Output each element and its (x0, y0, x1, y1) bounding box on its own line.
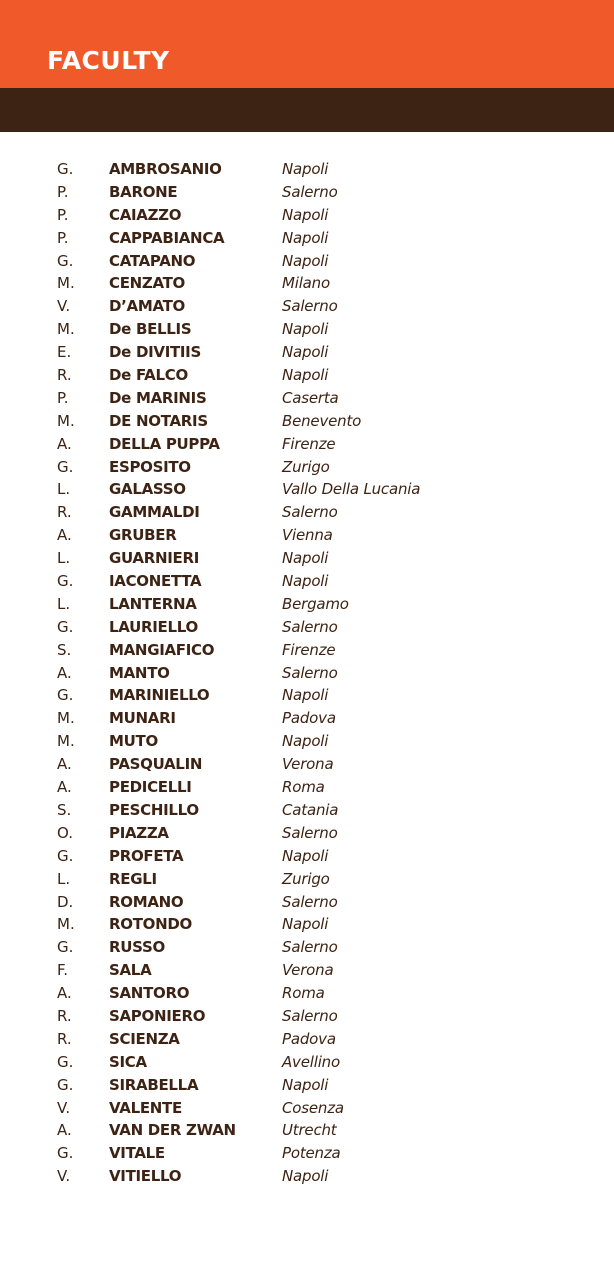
faculty-surname: ROTONDO (109, 915, 192, 934)
faculty-surname: PIAZZA (109, 823, 169, 842)
faculty-row (0, 570, 614, 593)
faculty-surname: SALA (109, 961, 152, 980)
faculty-row (0, 616, 614, 639)
faculty-initial: A. (57, 755, 72, 774)
faculty-surname: PROFETA (109, 846, 184, 865)
faculty-city: Roma (282, 984, 325, 1003)
faculty-row (0, 639, 614, 662)
faculty-city: Napoli (282, 549, 329, 568)
faculty-surname: PEDICELLI (109, 778, 192, 797)
faculty-city: Salerno (282, 663, 338, 682)
faculty-initial: S. (57, 640, 72, 659)
faculty-row (0, 295, 614, 318)
faculty-row (0, 478, 614, 501)
faculty-initial: O. (57, 823, 73, 842)
faculty-surname: GRUBER (109, 526, 177, 545)
faculty-initial: A. (57, 434, 72, 453)
faculty-city: Salerno (282, 297, 338, 316)
faculty-city: Napoli (282, 160, 329, 178)
faculty-row (0, 753, 614, 776)
faculty-surname: ROMANO (109, 892, 184, 911)
faculty-city: Zurigo (282, 869, 330, 888)
faculty-initial: M. (57, 709, 75, 728)
faculty-city: Napoli (282, 320, 329, 339)
faculty-initial: M. (57, 411, 75, 430)
faculty-city: Napoli (282, 1075, 329, 1094)
faculty-city: Benevento (282, 411, 362, 430)
faculty-row (0, 868, 614, 891)
faculty-surname: VAN DER ZWAN (109, 1121, 236, 1140)
faculty-city: Cosenza (282, 1098, 344, 1117)
faculty-row (0, 181, 614, 204)
faculty-initial: A. (57, 526, 72, 545)
faculty-row (0, 891, 614, 914)
faculty-initial: G. (57, 1052, 74, 1071)
faculty-row (0, 456, 614, 479)
faculty-initial: R. (57, 503, 72, 522)
faculty-row (0, 501, 614, 524)
faculty-city: Firenze (282, 640, 336, 659)
faculty-initial: M. (57, 320, 75, 339)
faculty-row (0, 707, 614, 730)
faculty-row (0, 1005, 614, 1028)
faculty-initial: G. (57, 686, 74, 705)
faculty-row (0, 982, 614, 1005)
faculty-city: Salerno (282, 182, 338, 201)
faculty-initial: M. (57, 732, 75, 751)
faculty-initial: G. (57, 1075, 74, 1094)
faculty-row (0, 684, 614, 707)
faculty-city: Napoli (282, 572, 329, 591)
faculty-city: Napoli (282, 228, 329, 247)
faculty-row (0, 204, 614, 227)
faculty-surname: VITIELLO (109, 1167, 182, 1186)
faculty-row (0, 410, 614, 433)
faculty-row (0, 799, 614, 822)
faculty-city: Salerno (282, 823, 338, 842)
faculty-row (0, 433, 614, 456)
faculty-surname: MANTO (109, 663, 170, 682)
faculty-city: Catania (282, 800, 339, 819)
faculty-city: Napoli (282, 915, 329, 934)
faculty-city: Padova (282, 709, 336, 728)
faculty-city: Napoli (282, 686, 329, 705)
faculty-surname: CAPPABIANCA (109, 228, 225, 247)
faculty-city: Utrecht (282, 1121, 337, 1140)
faculty-row (0, 364, 614, 387)
faculty-surname: MANGIAFICO (109, 640, 215, 659)
faculty-initial: G. (57, 1144, 74, 1163)
faculty-row (0, 1165, 614, 1188)
faculty-surname: MARINIELLO (109, 686, 210, 705)
faculty-city: Napoli (282, 366, 329, 385)
faculty-row (0, 227, 614, 250)
faculty-surname: LAURIELLO (109, 617, 198, 636)
faculty-city: Milano (282, 274, 330, 293)
faculty-surname: MUTO (109, 732, 158, 751)
faculty-initial: R. (57, 366, 72, 385)
faculty-initial: L. (57, 549, 71, 568)
faculty-surname: GAMMALDI (109, 503, 200, 522)
faculty-surname: IACONETTA (109, 572, 202, 591)
faculty-city: Roma (282, 778, 325, 797)
faculty-city: Padova (282, 1029, 336, 1048)
faculty-row (0, 250, 614, 273)
faculty-initial: G. (57, 846, 74, 865)
faculty-surname: De MARINIS (109, 388, 207, 407)
faculty-initial: L. (57, 869, 71, 888)
faculty-city: Napoli (282, 205, 329, 224)
faculty-city: Potenza (282, 1144, 341, 1163)
faculty-surname: DE NOTARIS (109, 411, 208, 430)
page-title: FACULTY (47, 46, 170, 75)
faculty-surname: De DIVITIIS (109, 343, 201, 362)
faculty-city: Zurigo (282, 457, 330, 476)
faculty-initial: G. (57, 457, 74, 476)
faculty-row (0, 158, 614, 181)
faculty-city: Firenze (282, 434, 336, 453)
faculty-city: Salerno (282, 938, 338, 957)
faculty-initial: A. (57, 663, 72, 682)
faculty-surname: GALASSO (109, 480, 186, 499)
faculty-initial: M. (57, 274, 75, 293)
faculty-surname: PESCHILLO (109, 800, 199, 819)
faculty-row (0, 1028, 614, 1051)
faculty-initial: L. (57, 480, 71, 499)
faculty-city: Avellino (282, 1052, 340, 1071)
faculty-initial: L. (57, 594, 71, 613)
faculty-surname: De BELLIS (109, 320, 192, 339)
faculty-initial: G. (57, 938, 74, 957)
faculty-city: Vallo Della Lucania (282, 480, 421, 499)
faculty-initial: A. (57, 1121, 72, 1140)
faculty-city: Salerno (282, 503, 338, 522)
header-band (0, 88, 614, 132)
faculty-surname: RUSSO (109, 938, 165, 957)
faculty-city: Napoli (282, 343, 329, 362)
faculty-surname: CENZATO (109, 274, 186, 293)
faculty-initial: V. (57, 1167, 71, 1186)
faculty-initial: G. (57, 251, 74, 270)
faculty-city: Salerno (282, 617, 338, 636)
faculty-surname: SANTORO (109, 984, 190, 1003)
faculty-city: Napoli (282, 1167, 329, 1186)
faculty-initial: F. (57, 961, 68, 980)
faculty-surname: REGLI (109, 869, 157, 888)
faculty-row (0, 1097, 614, 1120)
faculty-city: Napoli (282, 251, 329, 270)
faculty-surname: SICA (109, 1052, 147, 1071)
faculty-initial: V. (57, 297, 71, 316)
faculty-row (0, 593, 614, 616)
faculty-initial: P. (57, 182, 69, 201)
faculty-initial: A. (57, 984, 72, 1003)
faculty-row (0, 272, 614, 295)
faculty-city: Verona (282, 961, 334, 980)
faculty-surname: VALENTE (109, 1098, 182, 1117)
faculty-city: Napoli (282, 846, 329, 865)
faculty-surname: SIRABELLA (109, 1075, 199, 1094)
faculty-surname: CAIAZZO (109, 205, 182, 224)
faculty-row (0, 1051, 614, 1074)
faculty-surname: GUARNIERI (109, 549, 200, 568)
faculty-surname: SAPONIERO (109, 1006, 206, 1025)
faculty-initial: P. (57, 228, 69, 247)
faculty-row (0, 1074, 614, 1097)
faculty-city: Caserta (282, 388, 339, 407)
faculty-surname: DELLA PUPPA (109, 434, 220, 453)
faculty-list (0, 158, 614, 1188)
faculty-row (0, 776, 614, 799)
faculty-city: Salerno (282, 1006, 338, 1025)
faculty-row (0, 959, 614, 982)
faculty-surname: LANTERNA (109, 594, 197, 613)
faculty-initial: S. (57, 800, 72, 819)
faculty-surname: De FALCO (109, 366, 188, 385)
faculty-surname: PASQUALIN (109, 755, 203, 774)
faculty-surname: MUNARI (109, 709, 176, 728)
faculty-surname: SCIENZA (109, 1029, 180, 1048)
faculty-surname: AMBROSANIO (109, 160, 222, 178)
faculty-row (0, 730, 614, 753)
faculty-row (0, 1142, 614, 1165)
faculty-row (0, 936, 614, 959)
faculty-initial: P. (57, 205, 69, 224)
faculty-city: Vienna (282, 526, 333, 545)
faculty-city: Salerno (282, 892, 338, 911)
faculty-city: Bergamo (282, 594, 349, 613)
faculty-initial: R. (57, 1029, 72, 1048)
faculty-surname: VITALE (109, 1144, 165, 1163)
faculty-initial: M. (57, 915, 75, 934)
faculty-row (0, 822, 614, 845)
faculty-row (0, 524, 614, 547)
faculty-initial: E. (57, 343, 72, 362)
faculty-initial: R. (57, 1006, 72, 1025)
faculty-surname: BARONE (109, 182, 178, 201)
faculty-initial: A. (57, 778, 72, 797)
faculty-surname: CATAPANO (109, 251, 196, 270)
faculty-surname: ESPOSITO (109, 457, 191, 476)
faculty-initial: P. (57, 388, 69, 407)
faculty-row (0, 845, 614, 868)
faculty-initial: G. (57, 617, 74, 636)
faculty-initial: D. (57, 892, 74, 911)
faculty-surname: D’AMATO (109, 297, 186, 316)
faculty-row (0, 341, 614, 364)
faculty-row (0, 387, 614, 410)
faculty-initial: G. (57, 572, 74, 591)
faculty-city: Verona (282, 755, 334, 774)
faculty-row (0, 318, 614, 341)
faculty-city: Napoli (282, 732, 329, 751)
faculty-row (0, 547, 614, 570)
faculty-row (0, 662, 614, 685)
faculty-row (0, 913, 614, 936)
faculty-row (0, 1119, 614, 1142)
faculty-initial: V. (57, 1098, 71, 1117)
faculty-initial: G. (57, 160, 74, 178)
